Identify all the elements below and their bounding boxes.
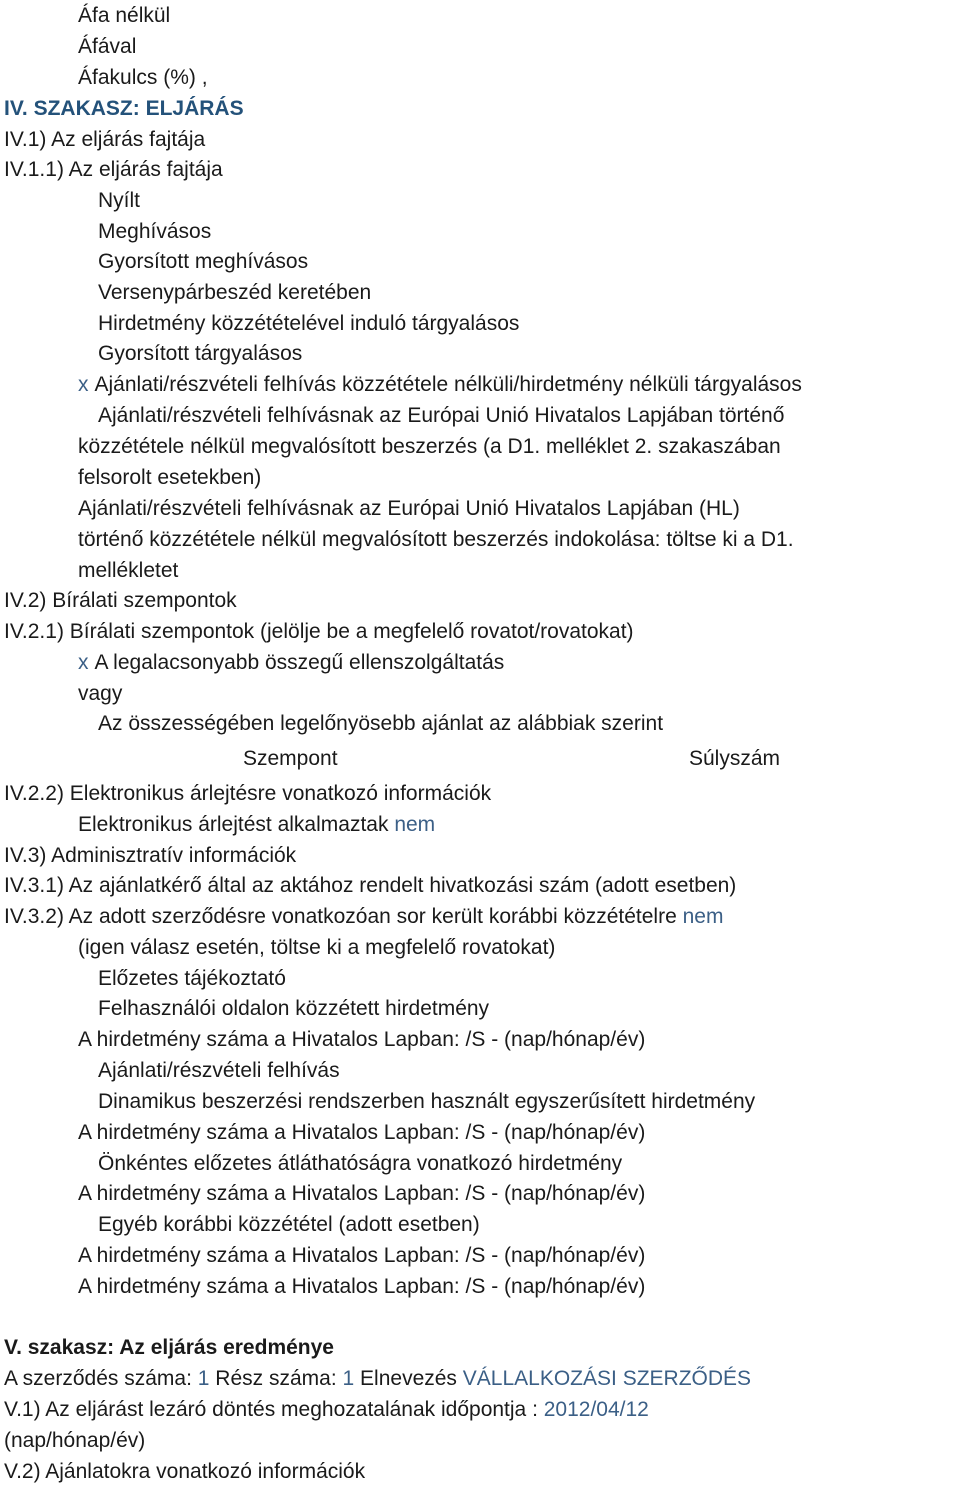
contract-name-label: Elnevezés xyxy=(360,1367,457,1390)
eauction-label: Elektronikus árlejtést alkalmaztak xyxy=(78,813,389,836)
prior-publication-label: IV.3.2) Az adott szerződésre vonatkozóan sor került korábbi közzétételre xyxy=(4,905,677,928)
vat-rate: Áfakulcs (%) , xyxy=(78,66,208,89)
lowest-price-label: A legalacsonyabb összegű ellenszolgáltatás xyxy=(94,651,505,674)
eauction-value: nem xyxy=(394,813,436,836)
criterion-or: vagy xyxy=(78,682,123,705)
heading-4-2-1: IV.2.1) Bírálati szempontok (jelölje be a megfelelő rovatot/rovatokat) xyxy=(4,620,634,643)
vat-no-vat: Áfa nélkül xyxy=(78,4,171,27)
column-weight: Súlyszám xyxy=(689,747,781,770)
heading-4-3-2 xyxy=(4,904,723,930)
contract-no-value: 1 xyxy=(197,1367,210,1390)
contract-info-line xyxy=(4,1366,751,1392)
hl-line-3: mellékletet xyxy=(78,559,179,582)
heading-4-2: IV.2) Bírálati szempontok xyxy=(4,589,237,612)
column-criterion: Szempont xyxy=(243,747,338,770)
notice-number-1: A hirdetmény száma a Hivatalos Lapban: /S - (nap/hónap/év) xyxy=(78,1028,646,1051)
procedure-type-accelerated-restricted: Gyorsított meghívásos xyxy=(98,250,309,273)
decision-date-format: (nap/hónap/év) xyxy=(4,1429,146,1452)
section-5-title: V. szakasz: Az eljárás eredménye xyxy=(4,1336,334,1359)
selected-mark: x xyxy=(78,373,89,396)
heading-4-3: IV.3) Adminisztratív információk xyxy=(4,844,297,867)
selected-procedure-label: Ajánlati/részvételi felhívás közzététele nélküli/hirdetmény nélküli tárgyalásos xyxy=(94,373,802,396)
dps-notice: Dinamikus beszerzési rendszerben használt egyszerűsített hirdetmény xyxy=(98,1090,756,1113)
notice-number-5: A hirdetmény száma a Hivatalos Lapban: /S - (nap/hónap/év) xyxy=(78,1275,646,1298)
voluntary-transparency-notice: Önkéntes előzetes átláthatóságra vonatkozó hirdetmény xyxy=(98,1152,623,1175)
heading-4-2-2: IV.2.2) Elektronikus árlejtésre vonatkozó információk xyxy=(4,782,492,805)
eauction-line xyxy=(78,812,435,838)
oj-line-1: Ajánlati/részvételi felhívásnak az Európai Unió Hivatalos Lapjában történő xyxy=(98,404,785,427)
prior-publication-hint: (igen válasz esetén, töltse ki a megfelelő rovatokat) xyxy=(78,936,556,959)
heading-4-1-1: IV.1.1) Az eljárás fajtája xyxy=(4,158,223,181)
procedure-type-competitive-dialogue: Versenypárbeszéd keretében xyxy=(98,281,372,304)
lot-no-label: Rész száma: xyxy=(215,1367,337,1390)
other-prior-publication: Egyéb korábbi közzététel (adott esetben) xyxy=(98,1213,480,1236)
contract-name-value: VÁLLALKOZÁSI SZERZŐDÉS xyxy=(462,1367,752,1390)
decision-date-value: 2012/04/12 xyxy=(543,1398,649,1421)
criterion-meat: Az összességében legelőnyösebb ajánlat az alábbiak szerint xyxy=(98,712,664,735)
oj-line-2: közzététele nélkül megvalósított beszerzés (a D1. melléklet 2. szakaszában xyxy=(78,435,781,458)
procedure-type-restricted: Meghívásos xyxy=(98,220,212,243)
procedure-type-accelerated-negotiated: Gyorsított tárgyalásos xyxy=(98,342,303,365)
contract-no-label: A szerződés száma: xyxy=(4,1367,192,1390)
hl-line-2: történő közzététele nélkül megvalósított beszerzés indokolása: töltse ki a D1. xyxy=(78,528,794,551)
procedure-type-open: Nyílt xyxy=(98,189,140,212)
decision-date-label: V.1) Az eljárást lezáró döntés meghozatalának időpontja : xyxy=(4,1398,538,1421)
hl-line-1: Ajánlati/részvételi felhívásnak az Európai Unió Hivatalos Lapjában (HL) xyxy=(78,497,740,520)
contract-notice: Ajánlati/részvételi felhívás xyxy=(98,1059,340,1082)
procedure-type-negotiated-with-notice: Hirdetmény közzétételével induló tárgyalásos xyxy=(98,312,520,335)
buyer-profile-notice: Felhasználói oldalon közzétett hirdetmény xyxy=(98,997,490,1020)
notice-number-3: A hirdetmény száma a Hivatalos Lapban: /S - (nap/hónap/év) xyxy=(78,1182,646,1205)
notice-number-4: A hirdetmény száma a Hivatalos Lapban: /S - (nap/hónap/év) xyxy=(78,1244,646,1267)
lot-no-value: 1 xyxy=(342,1367,355,1390)
heading-5-1 xyxy=(4,1397,649,1423)
prior-information: Előzetes tájékoztató xyxy=(98,967,286,990)
section-4-title: IV. SZAKASZ: ELJÁRÁS xyxy=(4,97,244,120)
heading-5-2: V.2) Ajánlatokra vonatkozó információk xyxy=(4,1460,366,1483)
prior-publication-value: nem xyxy=(682,905,724,928)
vat-with-vat: Áfával xyxy=(78,35,137,58)
criterion-lowest-price xyxy=(78,650,504,676)
heading-4-1: IV.1) Az eljárás fajtája xyxy=(4,128,206,151)
criteria-mark: x xyxy=(78,651,89,674)
procedure-type-selected xyxy=(78,372,802,398)
heading-4-3-1: IV.3.1) Az ajánlatkérő által az aktához rendelt hivatkozási szám (adott esetben) xyxy=(4,874,737,897)
oj-line-3: felsorolt esetekben) xyxy=(78,466,262,489)
notice-number-2: A hirdetmény száma a Hivatalos Lapban: /S - (nap/hónap/év) xyxy=(78,1121,646,1144)
